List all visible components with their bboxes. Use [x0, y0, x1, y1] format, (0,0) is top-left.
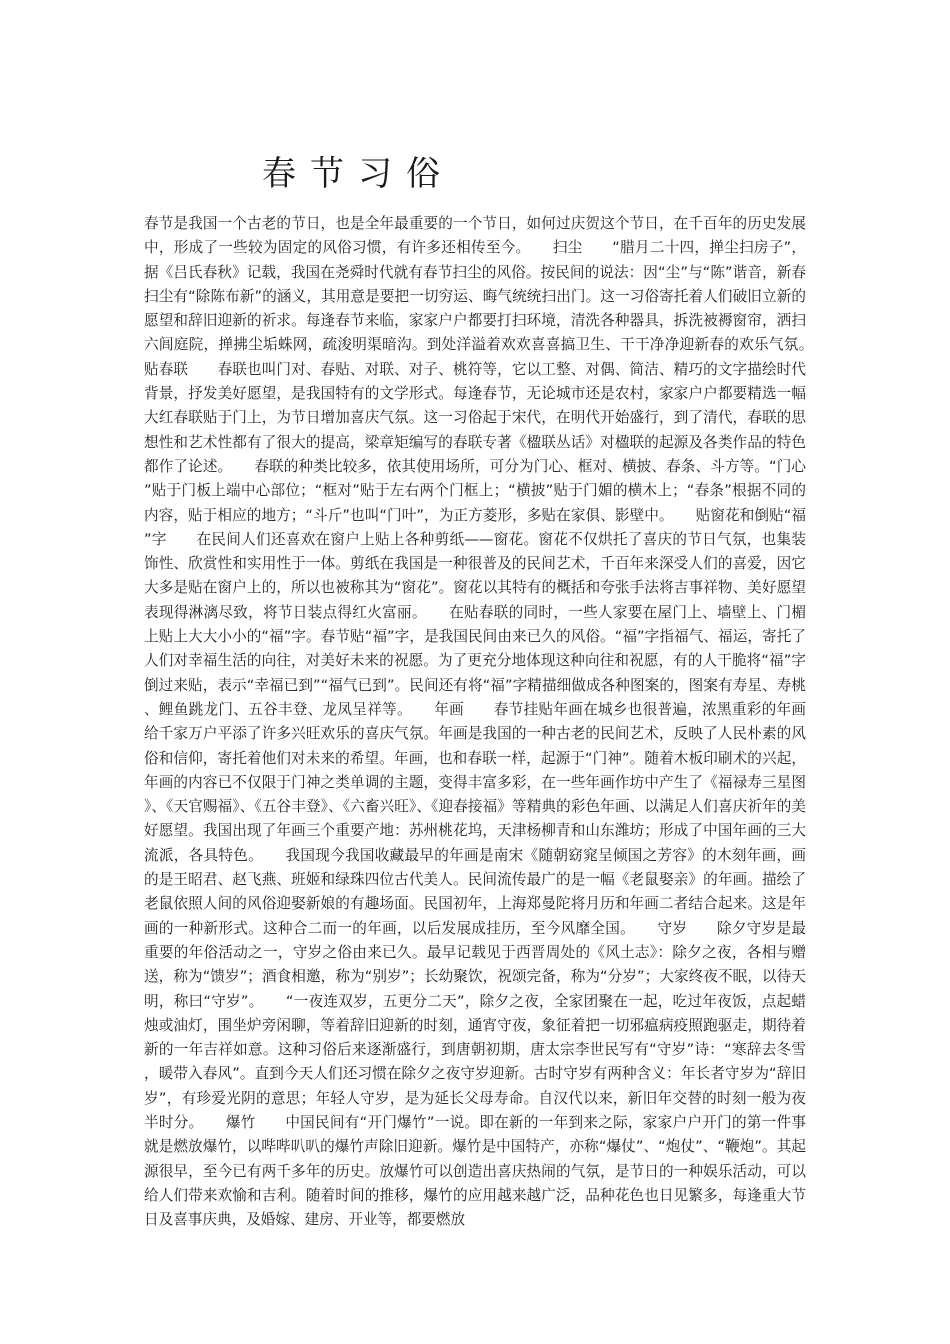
document-body: 春节是我国一个古老的节日，也是全年最重要的一个节日，如何过庆贺这个节日，在千百年的历史发展中，形成了一些较为固定的风俗习惯，有许多还相传至今。 扫尘 “腊月二十四，掸尘扫房子”，据《吕氏春秋》记载，我国在尧舜时代就有春节扫尘的风俗。按民间的说法：因“尘”与“陈”谐音，新春扫尘有“除陈布新”的涵义，其用意是要把一切穷运、晦气统统扫出门。这一习俗寄托着人们破旧立新的愿望和辞旧迎新的祈求。每逢春节来临，家家户户都要打扫环境，清洗各种器具，拆洗被褥窗帘，洒扫六闾庭院，掸拂尘垢蛛网，疏浚明渠暗沟。到处洋溢着欢欢喜喜搞卫生、干干净净迎新春的欢乐气氛。 贴春联 春联也叫门对、春贴、对联、对子、桃符等，它以工整、对偶、简洁、精巧的文字描绘时代背景，抒发美好愿望，是我国特有的文学形式。每逢春节，无论城市还是农村，家家户户都要精选一幅大红春联贴于门上，为节日增加喜庆气氛。这一习俗起于宋代，在明代开始盛行，到了清代，春联的思想性和艺术性都有了很大的提高，梁章矩编写的春联专著《楹联丛话》对楹联的起源及各类作品的特色都作了论述。 春联的种类比较多，依其使用场所，可分为门心、框对、横披、春条、斗方等。“门心”贴于门板上端中心部位；“框对”贴于左右两个门框上；“横披”贴于门媚的横木上；“春条”根据不同的内容，贴于相应的地方；“斗斤”也叫“门叶”，为正方菱形，多贴在家俱、影壁中。 贴窗花和倒贴“福”字 在民间人们还喜欢在窗户上贴上各种剪纸——窗花。窗花不仅烘托了喜庆的节日气氛，也集装饰性、欣赏性和实用性于一体。剪纸在我国是一种很普及的民间艺术，千百年来深受人们的喜爱，因它大多是贴在窗户上的，所以也被称其为“窗花”。窗花以其特有的概括和夸张手法将吉事祥物、美好愿望表现得淋漓尽致，将节日装点得红火富丽。 在贴春联的同时，一些人家要在屋门上、墙壁上、门楣上贴上大大小小的“福”字。春节贴“福”字，是我国民间由来已久的风俗。“福”字指福气、福运，寄托了人们对幸福生活的向往，对美好未来的祝愿。为了更充分地体现这种向往和祝愿，有的人干脆将“福”字倒过来贴，表示“幸福已到”“福气已到”。民间还有将“福”字精描细做成各种图案的，图案有寿星、寿桃、鲤鱼跳龙门、五谷丰登、龙凤呈祥等。 年画 春节挂贴年画在城乡也很普遍，浓黑重彩的年画给千家万户平添了许多兴旺欢乐的喜庆气氛。年画是我国的一种古老的民间艺术，反映了人民朴素的风俗和信仰，寄托着他们对未来的希望。年画，也和春联一样，起源于“门神”。随着木板印刷术的兴起，年画的内容已不仅限于门神之类单调的主题，变得丰富多彩，在一些年画作坊中产生了《福禄寿三星图》、《天官赐福》、《五谷丰登》、《六畜兴旺》、《迎春接福》等精典的彩色年画、以满足人们喜庆祈年的美好愿望。我国出现了年画三个重要产地：苏州桃花坞，天津杨柳青和山东潍坊；形成了中国年画的三大流派，各具特色。 我国现今我国收藏最早的年画是南宋《随朝窈窕呈倾国之芳容》的木刻年画，画的是王昭君、赵飞燕、班姬和绿珠四位古代美人。民间流传最广的是一幅《老鼠娶亲》的年画。描绘了老鼠依照人间的风俗迎娶新娘的有趣场面。民国初年，上海郑曼陀将月历和年画二者结合起来。这是年画的一种新形式。这种合二而一的年画，以后发展成挂历，至今风靡全国。 守岁 除夕守岁是最重要的年俗活动之一，守岁之俗由来已久。最早记载见于西晋周处的《风土志》：除夕之夜，各相与赠送，称为“馈岁”；酒食相邀，称为“别岁”；长幼聚饮，祝颂完备，称为“分岁”；大家终夜不眠，以待天明，称曰“守岁”。 “一夜连双岁，五更分二天”，除夕之夜，全家团聚在一起，吃过年夜饭，点起蜡烛或油灯，围坐炉旁闲聊，等着辞旧迎新的时刻，通宵守夜，象征着把一切邪瘟病疫照跑驱走，期待着新的一年吉祥如意。这种习俗后来逐渐盛行，到唐朝初期，唐太宗李世民写有“守岁”诗：“寒辞去冬雪，暖带入春风”。直到今天人们还习惯在除夕之夜守岁迎新。古时守岁有两种含义：年长者守岁为“辞旧岁”，有珍爱光阴的意思；年轻人守岁，是为延长父母寿命。自汉代以来，新旧年交替的时刻一般为夜半时分。 爆竹 中国民间有“开门爆竹”一说。即在新的一年到来之际，家家户户开门的第一件事就是燃放爆竹，以哔哔叭叭的爆竹声除旧迎新。爆竹是中国特产，亦称“爆仗”、“炮仗”、“鞭炮”。其起源很早，至今已有两千多年的历史。放爆竹可以创造出喜庆热闹的气氛，是节日的一种娱乐活动，可以给人们带来欢愉和吉利。随着时间的推移，爆竹的应用越来越广泛，品种花色也日见繁多，每逢重大节日及喜事庆典，及婚嫁、建房、开业等，都要燃放: [144, 215, 836, 1229]
document-title: 春节习俗: [262, 154, 454, 194]
